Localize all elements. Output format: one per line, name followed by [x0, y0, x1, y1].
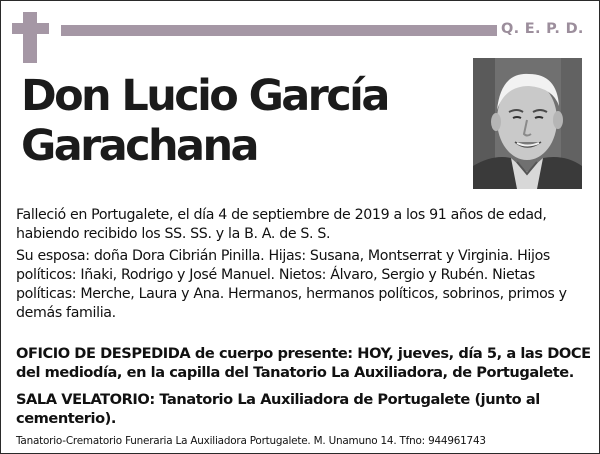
family-paragraph: Su esposa: doña Dora Cibrián Pinilla. Hijas: Susana, Montserrat y Virginia. Hijos políticos: Iñaki, Rodrigo y José Manuel. Nietos: Álvaro, Sergio y Rubén. Nietas políticas: Merche, Laura y Ana. Hermanos, hermanos políticos, sobrinos, primos y demás familia. [16, 248, 567, 321]
deceased-name [21, 71, 461, 171]
deceased-photo [473, 58, 582, 189]
deceased-name-line1: Don Lucio García [21, 71, 388, 121]
wake-paragraph: SALA VELATORIO: Tanatorio La Auxiliadora de Portugalete (junto al cementerio). [16, 391, 540, 427]
portrait-illustration [473, 58, 582, 189]
service-paragraph: OFICIO DE DESPEDIDA de cuerpo presente: HOY, jueves, día 5, a las DOCE del mediodía, en la capilla del Tanatorio La Auxiliadora, de Portugalete. [16, 345, 591, 381]
cross-vertical-bar [23, 12, 37, 63]
cross-horizontal-bar [12, 23, 49, 34]
deceased-name-line2: Garachana [21, 121, 257, 171]
header-rule [61, 25, 497, 36]
funeral-home-footer: Tanatorio-Crematorio Funeraria La Auxiliadora Portugalete. M. Unamuno 14. Tfno: 944961743 [16, 435, 486, 447]
qepd-label: Q. E. P. D. [501, 21, 584, 37]
death-paragraph: Falleció en Portugalete, el día 4 de septiembre de 2019 a los 91 años de edad, habiendo recibido los SS. SS. y la B. A. de S. S. [16, 207, 547, 242]
